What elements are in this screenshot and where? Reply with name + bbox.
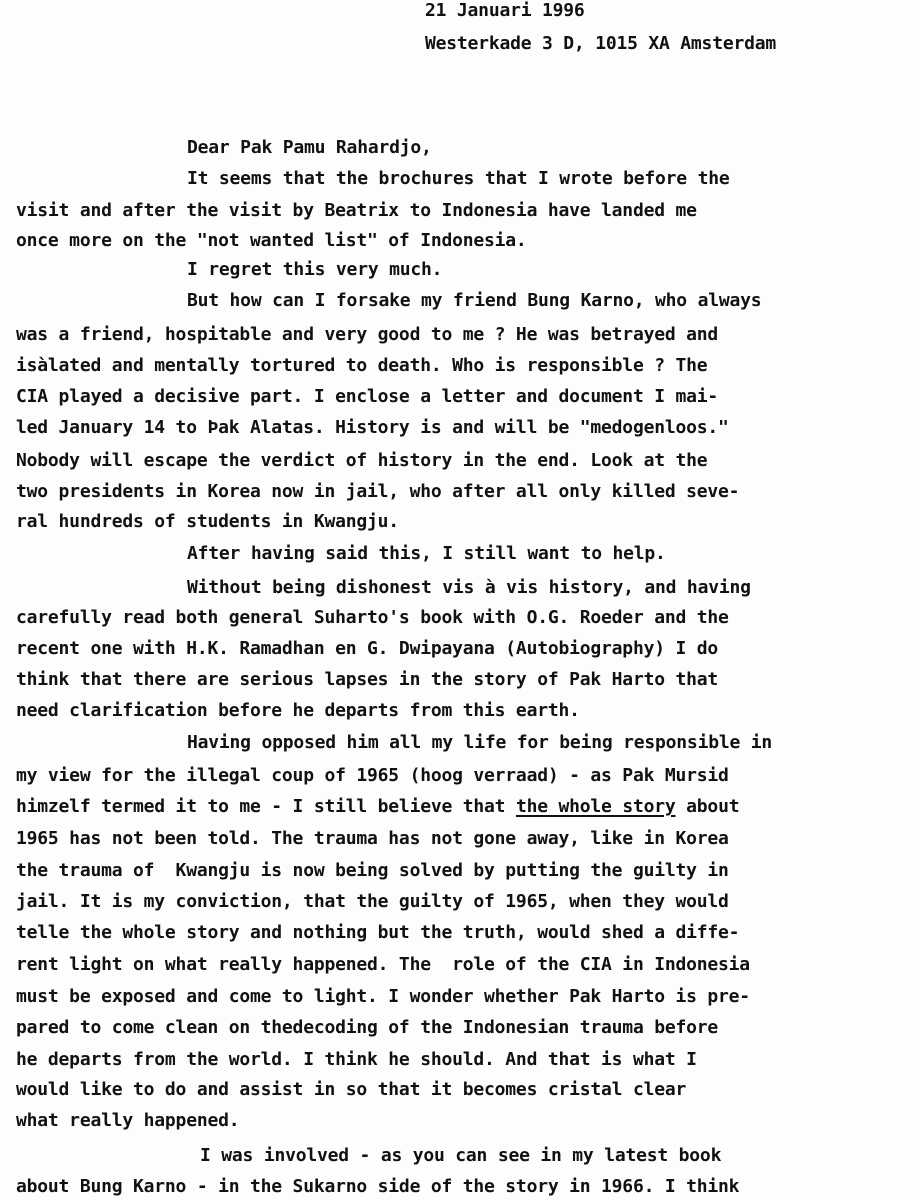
letter-line: would like to do and assist in so that it becomes cristal clear bbox=[16, 1079, 687, 1100]
letter-line: After having said this, I still want to help. bbox=[187, 543, 666, 564]
letter-line: 1965 has not been told. The trauma has not gone away, like in Korea bbox=[16, 828, 729, 849]
letter-line: carefully read both general Suharto's book with O.G. Roeder and the bbox=[16, 607, 729, 628]
letter-line: ral hundreds of students in Kwangju. bbox=[16, 511, 399, 532]
letter-line: two presidents in Korea now in jail, who after all only killed seve- bbox=[16, 481, 740, 502]
letter-line: But how can I forsake my friend Bung Karno, who always bbox=[187, 290, 762, 311]
letter-line: telle the whole story and nothing but the truth, would shed a diffe- bbox=[16, 922, 740, 943]
letter-line: must be exposed and come to light. I wonder whether Pak Harto is pre- bbox=[16, 986, 750, 1007]
letter-line: need clarification before he departs from this earth. bbox=[16, 700, 580, 721]
letter-line: I was involved - as you can see in my latest book bbox=[200, 1145, 722, 1166]
sender-address: Westerkade 3 D, 1015 XA Amsterdam bbox=[425, 33, 777, 54]
letter-line: pared to come clean on thedecoding of the Indonesian trauma before bbox=[16, 1017, 719, 1038]
letter-line: the trauma of Kwangju is now being solved by putting the guilty in bbox=[16, 860, 729, 881]
letter-line: think that there are serious lapses in the story of Pak Harto that bbox=[16, 669, 719, 690]
letter-line: what really happened. bbox=[16, 1110, 240, 1131]
letter-line: recent one with H.K. Ramadhan en G. Dwipayana (Autobiography) I do bbox=[16, 638, 719, 659]
letter-line: Having opposed him all my life for being responsible in bbox=[187, 732, 773, 753]
letter-line: It seems that the brochures that I wrote before the bbox=[187, 168, 730, 189]
letter-line-text: himzelf termed it to me - I still believe that bbox=[16, 796, 506, 817]
letter-date: 21 Januari 1996 bbox=[425, 0, 585, 21]
letter-line: visit and after the visit by Beatrix to Indonesia have landed me bbox=[16, 200, 697, 221]
letter-line: my view for the illegal coup of 1965 (hoog verraad) - as Pak Mursid bbox=[16, 765, 729, 786]
letter-line: was a friend, hospitable and very good to me ? He was betrayed and bbox=[16, 324, 719, 345]
letter-line: once more on the "not wanted list" of Indonesia. bbox=[16, 230, 527, 251]
letter-line: CIA played a decisive part. I enclose a letter and document I mai- bbox=[16, 386, 719, 407]
letter-line: about Bung Karno - in the Sukarno side of the story in 1966. I think bbox=[16, 1176, 740, 1197]
underlined-phrase: the whole story bbox=[515, 796, 676, 817]
letter-line: rent light on what really happened. The role of the CIA in Indonesia bbox=[16, 954, 750, 975]
letter-line: Nobody will escape the verdict of history in the end. Look at the bbox=[16, 450, 708, 471]
letter-line: Without being dishonest vis à vis history, and having bbox=[187, 577, 751, 598]
letter-line-text: about bbox=[686, 796, 740, 817]
letter-line: I regret this very much. bbox=[187, 259, 443, 280]
letter-line: led January 14 to Þak Alatas. History is and will be "medogenloos." bbox=[16, 417, 729, 438]
letter-line: jail. It is my conviction, that the guilty of 1965, when they would bbox=[16, 891, 729, 912]
letter-line: he departs from the world. I think he should. And that is what I bbox=[16, 1049, 697, 1070]
salutation: Dear Pak Pamu Rahardjo, bbox=[187, 137, 432, 158]
letter-line: isàlated and mentally tortured to death. Who is responsible ? The bbox=[16, 355, 708, 376]
letter-line bbox=[16, 796, 739, 818]
